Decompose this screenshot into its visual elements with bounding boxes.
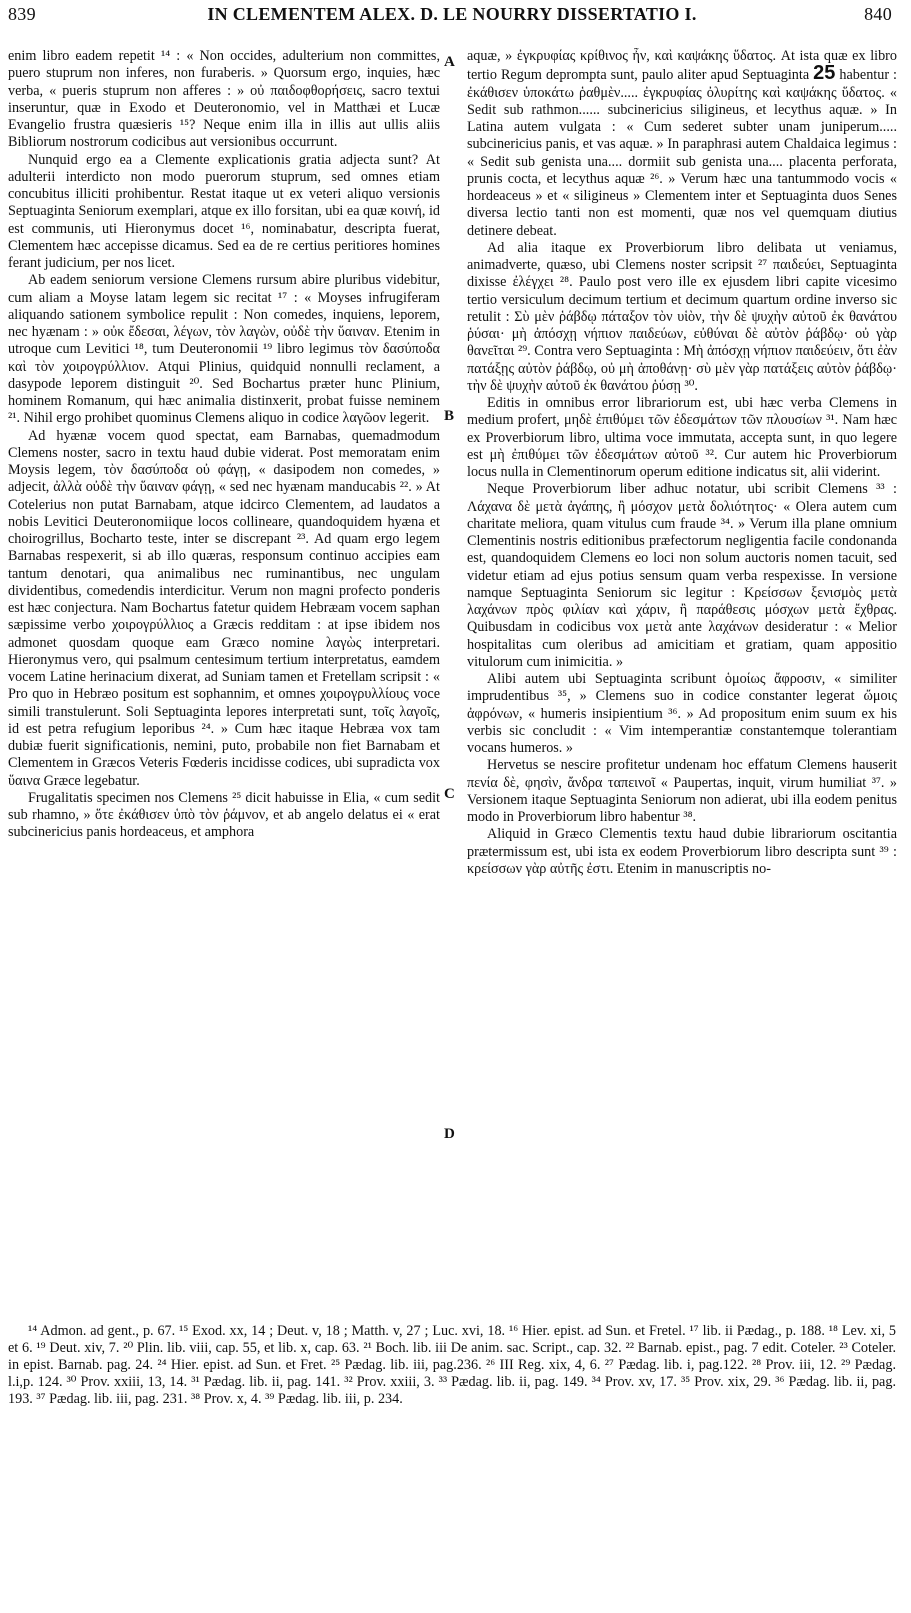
right-paragraph-1 — [467, 48, 897, 240]
margin-letter-a: A — [444, 54, 455, 70]
footnotes-text: ¹⁴ Admon. ad gent., p. 67. ¹⁵ Exod. xx, 14 ; Deut. v, 18 ; Matth. v, 27 ; Luc. xvi, 18. ¹⁶ Hier. epist. ad Sun. et Fretel. ¹⁷ lib. ii Pædag., p. 188. ¹⁸ Lev. xi, 5 et 6. ¹⁹ Deut. xiv, 7. ²⁰ Plin. lib. viii, cap. 55, et lib. x, cap. 63. ²¹ Boch. lib. iii De anim. sac. Script., cap. 32. ²² Barnab. epist., pag. 7 edit. Coteler. ²³ Coteler. in epist. Barnab. pag. 24. ²⁴ Hier. epist. ad Sun. et Fret. ²⁵ Pædag. lib. iii, pag.236. ²⁶ III Reg. xix, 4, 6. ²⁷ Pædag. lib. i, pag.122. ²⁸ Prov. iii, 12. ²⁹ Pædag. l.i,p. 124. ³⁰ Prov. xxiii, 13, 14. ³¹ Pædag. lib. ii, pag. 141. ³² Prov. xxiii, 3. ³³ Pædag. lib. ii, pag. 149. ³⁴ Prov. xv, 17. ³⁵ Prov. xix, 29. ³⁶ Pædag. lib. ii, pag. 193. ³⁷ Pædag. lib. iii, pag. 231. ³⁸ Prov. x, 4. ³⁹ Pædag. lib. iii, p. 234. — [8, 1323, 896, 1407]
margin-letter-b: B — [444, 408, 455, 424]
running-title: IN CLEMENTEM ALEX. D. LE NOURRY DISSERTATIO I. — [207, 4, 697, 24]
right-paragraph-3: Editis in omnibus error librariorum est, ubi hæc verba Clemens in medium profert, μηδὲ ἐπιθύμει τῶν ἐδεσμάτων τῶν πλουσίων ³¹. Nam hæc ex Proverbiorum libro, ultima voce immutata, accepta sunt, in quo legere est μὴ ἐπιθύμει τῶν ἐδεσμάτων αὐτοῦ ³². Cur autem hic Proverbiorum locus nulla in Clementinorum operum editione indicatus sit, alii viderint. — [467, 395, 897, 480]
page-number-left: 839 — [8, 4, 36, 24]
right-paragraph-1-text: aquæ, » ἐγκρυφίας κρίθινος ἦν, καὶ καψάκης ὕδατος. At ista quæ ex libro tertio Regum deprompta sunt, paulo aliter apud Septuaginta — [467, 48, 897, 84]
right-paragraph-2: Ad alia itaque ex Proverbiorum libro delibata ut veniamus, animadverte, quæso, ubi Clemens noster scripsit ²⁷ παιδεύει, Septuaginta dixisse ἐλέγχει ²⁸. Paulo post vero ille ex ejusdem libri capite vicesimo tertio versiculum decimum tertium et decimum quartum ordine inverso sic retulit : Σὺ μὲν ῥάβδῳ πάταξον τὸν υἱὸν, τὴν δὲ ψυχὴν αὐτοῦ ἐκ θανάτου ῥύσαι· μὴ ἀπόσχῃ νήπιον παιδεύων, εὐθύναι δὲ αὐτὸν ῥάβδῳ· οὐ γὰρ θανεῖται ²⁹. Contra vero Septuaginta : Μὴ ἀπόσχῃ νήπιον παιδεύειν, ὅτι ἐὰν πατάξῃς αὐτὸν ῥάβδῳ, οὐ μὴ ἀποθάνῃ· σὺ μὲν γὰρ πατάξεις αὐτὸν ῥάβδῳ· τὴν δὲ ψυχὴν αὐτοῦ ἐκ θανάτου ῥύσῃ ³⁰. — [467, 239, 897, 394]
footnotes — [8, 1323, 896, 1443]
left-paragraph-5: Frugalitatis specimen nos Clemens ²⁵ dicit habuisse in Elia, « cum sedit sub rhamno, » ὅτε ἐκάθισεν ὑπὸ τὸν ῥάμνον, et ab angelo delatus ei « erat subcinericius panis hordeaceus, et amphora — [8, 789, 440, 841]
page-header — [8, 4, 896, 32]
right-paragraph-4: Neque Proverbiorum liber adhuc notatur, ubi scribit Clemens ³³ : Λάχανα δὲ μετὰ ἀγάπης, ἢ μόσχον μετὰ δολιότητος· « Olera autem cum charitate meliora, quam vitulus cum fraude ³⁴. » Verum illa plane omnium Clementinis nostris editionibus præfectorum negligentia facile condonanda est, quandoquidem Clemens eo loci non solum auctoris nomen tacuit, sed videtur etiam ad ejus potius sensum quam verba respexisse. In versione namque Septuaginta Seniorum sic legitur : Κρείσσων ξενισμὸς μετὰ λαχάνων πρὸς φιλίαν καὶ χάριν, ἢ παράθεσις μόσχων μετὰ ἔχθρας. Quibusdam in codicibus vox μετὰ ante λαχάνων desideratur : « Melior hospitalitas cum oleribus ad amicitiam et gratiam, quam appositio vitulorum cum inimicitia. » — [467, 481, 897, 670]
right-paragraph-1-continued: habentur : ἐκάθισεν ὑποκάτω ῥαθμὲν..... ἐγκρυφίας ὀλυρίτης καὶ καψάκης ὕδατος. « Sedit sub rathmon...... subcinericius siligineus, et lecythus aquæ. » In Latina autem vulgata : « Cum sederet subter unam juniperum..... subcinericius panis, et vas aquæ. » In paraphrasi autem Chaldaica legimus : « Sedit sub genista una.... dormiit sub genista una.... placenta perforata, prunis cocta, et lecythus aquæ ²⁶. » Verum hæc una tantummodo vocis « hordeaceus » et « siligineus » Clementem inter et Septuaginta duos Senes diversa lectio tanti non est momenti, quæ nos vel quemquam diutius detinere debeat. — [467, 67, 897, 239]
left-paragraph-2: Nunquid ergo ea a Clemente explicationis gratia adjecta sunt? At adulterii interdicto non modo puerorum stuprum, sed omnes etiam concubitus illiciti prohibentur. Restat itaque ut ex veteri aliquo versionis Septuaginta Seniorum exemplari, atque ex illo forsitan, ubi ea quæ κοινή, id est communis, uti Hieronymus docet ¹⁶, nominabatur, descripta fuerat, Clementem hæc accepisse dicamus. Sed ea de re certius peritiores homines ferant judicium, per nos licet. — [8, 151, 440, 271]
left-paragraph-1: enim libro eadem repetit ¹⁴ : « Non occides, adulterium non committes, puero stuprum non inferes, non furaberis. » Quorsum ergo, inquies, hæc verba, « pueris stuprum non afferes : » οὐ παιδοφθορήσεις, sacro textui inseruntur, quæ in Exodo et Deuteronomio, vel in Matthæi et Lucæ Evangelio frustra quæsieris ¹⁵? Neque enim illa in illis aut ullis aliis Bibliorum nostrorum codicibus aut versionibus occurrunt. — [8, 48, 440, 151]
right-paragraph-7: Aliquid in Græco Clementis textu haud dubie librariorum oscitantia prætermissum est, ubi ista ex eodem Proverbiorum libro descripta sunt ³⁹ : κρείσσων γὰρ αὐτῆς ἐστι. Etenim in manuscriptis no- — [467, 826, 897, 877]
right-paragraph-5: Alibi autem ubi Septuaginta scribunt ὁμοίως ἄφροσιν, « similiter imprudentibus ³⁵, » Clemens suo in codice constanter legerat ὤμοις ἀφρόνων, « humeris insipientium ³⁶. » Ad propositum enim suum ex his verbis sic concludit : « Vim intemperantiæ constantemque tolerantiam vocans humeros. » — [467, 671, 897, 756]
left-paragraph-3: Ab eadem seniorum versione Clemens rursum abire pluribus videbitur, cum aliam a Moyse latam legem sic recitat ¹⁷ : « Moyses infrugiferam aliquando sationem symbolice repulit : Non comedes, inquiens, leporem, nec hyænam : » οὐκ ἔδεσαι, λέγων, τὸν λαγὼν, οὐδὲ τὴν ὕαιναν. Etenim in utroque cum Levitici ¹⁸, tum Deuteronomii ¹⁹ libro legimus τὸν δασύποδα καὶ τὸν χοιρογρύλλιον. Atqui Plinius, quidquid nonnulli reclament, a dasypode leporem distinguit ²⁰. Sed Bochartus præter hunc Plinium, hominem Romanum, qui hæc animalia distinxerit, probat fuisse neminem ²¹. Nihil ergo prohibet quominus Clemens aliquo in codice λαγῶον legerit. — [8, 272, 440, 427]
number-badge: 25 — [813, 62, 836, 85]
page-number-right: 840 — [864, 4, 892, 24]
margin-letter-d: D — [444, 1126, 455, 1142]
margin-letter-c: C — [444, 786, 455, 802]
left-paragraph-4: Ad hyænæ vocem quod spectat, eam Barnabas, quemadmodum Clemens noster, sacro in textu haud dubie viderat. Post memoratam enim Moysis legem, τὸν δασύποδα οὐ φάγῃ, « dasipodem non comedes, » adjecit, ἀλλὰ οὐδὲ τὴν ὕαιναν φάγῃ, « sed nec hyænam manducabis ²². » At Cotelerius non putat Barnabam, atque idcirco Clementem, ad laudatos a nobis Levitici Deuteronomiique locos collineare, quandoquidem hyæna et choirogrillus, Bocharto teste, inter se discrepant ²³. Ad quam ergo legem Barnabas respexerit, si ab illo quæras, responsum continuo accipies eam tantum denotari, qua animalibus nec ruminantibus, nec ungulam dividentibus, comedendis interdicitur. Verum non magni profecto ponderis est hæc conjectura. Nam Bochartus fatetur quidem Hebræam vocem saphan sæpissime verbo χοιρογρύλλιος a Græcis redditam : at ipse ibidem nos admonet quosdam quoque eam Græco nomine λαγὼς interpretari. Hieronymus vero, qui psalmum centesimum tertium interpretatus, eamdem vocem Latine herinacium dixerat, ad Suniam tamen et Fretellam scripsit : « Pro quo in Hebræo positum est sophannim, et omnes χοιρογρυλλίους voce simili transtulerunt. Soli Septuaginta lepores interpretati sunt, τοῖς λαγοῖς, id est petra refugium leporibus ²⁴. » Cum hæc itaque Hebræa vox tam dubiæ fuerit significationis, nemini, puto, probabile non fiet Barnabam et Clementem in Græcos Veteris Fœderis incidisse codices, ubi supradicta vox ὕαινα Græce legebatur. — [8, 427, 440, 789]
right-paragraph-6: Hervetus se nescire profitetur undenam hoc effatum Clemens hauserit πενία δὲ, φησὶν, ἄνδρα ταπεινοῖ « Paupertas, inquit, virum humiliat ³⁷. » Versionem itaque Septuaginta Seniorum non adierat, ubi illa eodem penitus modo in Proverbiorum libro habentur ³⁸. — [467, 757, 897, 825]
